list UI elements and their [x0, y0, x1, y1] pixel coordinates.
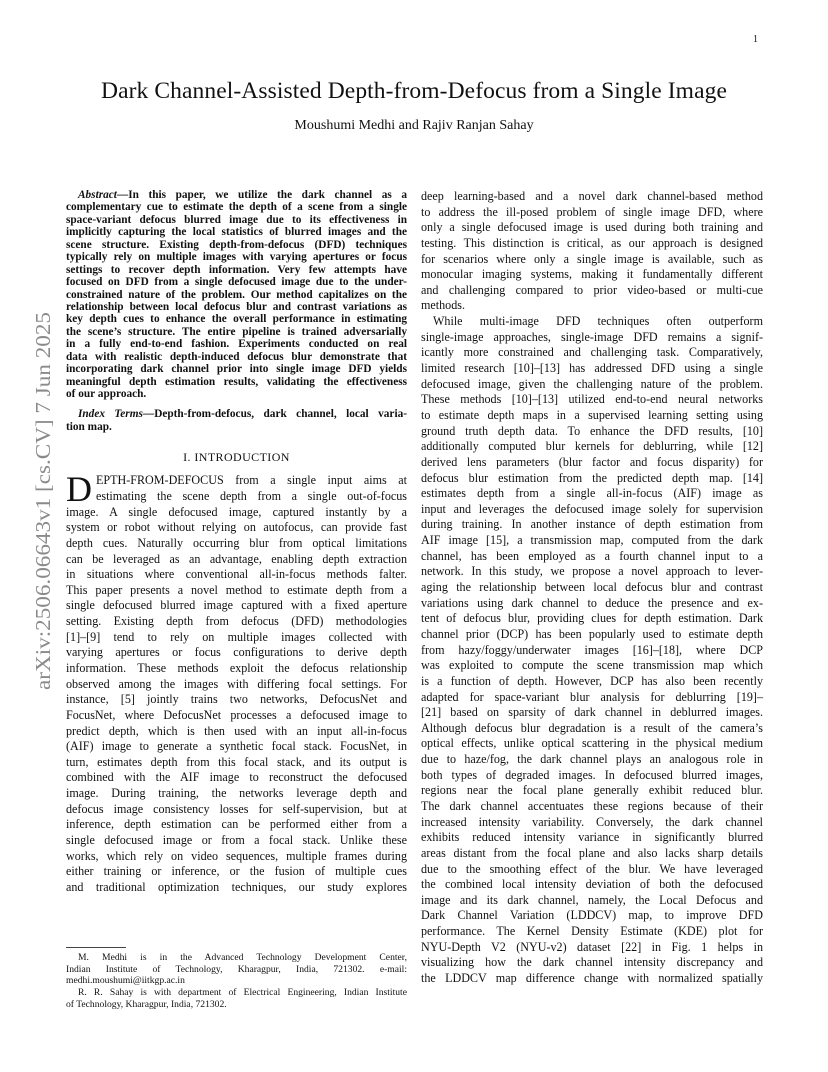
section-initial: I	[194, 450, 199, 465]
body-line: regions near the focal plane generally exhibit reduced blur.	[421, 783, 763, 798]
body-line: optical effects, unlike optical scattering in the physical medium	[421, 736, 763, 751]
body-line: adapted for space-variant blur analysis for deblurring [19]–	[421, 689, 763, 704]
index-terms-line: —Depth-from-defocus, dark channel, local varia-	[142, 408, 407, 421]
body-line: channel prior (DCP) has been popularly used to estimate depth	[421, 626, 763, 641]
body-line: network. In this study, we propose a novel approach to lever-	[421, 564, 763, 579]
footnote-email[interactable]: medhi.moushumi@iitkgp.ac.in	[66, 975, 185, 987]
body-line: areas distant from the focal plane and also lacks sharp details	[421, 845, 763, 860]
body-line: for scenarios where only a single image is available, such as	[421, 251, 763, 266]
body-line: due to the smoothing effect of the blur. We have leveraged	[421, 861, 763, 876]
body-line: Dark Channel Variation (LDDCV) map, to improve DFD	[421, 908, 763, 923]
body-line: to estimate depth maps in a supervised learning setting using	[421, 407, 763, 422]
drop-cap: D	[66, 469, 92, 510]
paragraph	[421, 314, 763, 987]
intro-line: inference, depth estimation can be performed either from a	[66, 817, 407, 832]
section-numeral: I.	[183, 450, 195, 465]
body-line: only a single defocused image is used during both training and	[421, 220, 763, 235]
body-line: the LDDCV map difference change with normalized spatially	[421, 971, 763, 986]
intro-line: combined with the AIF image to reconstruct the defocused	[66, 770, 407, 785]
intro-line: turn, estimates depth from this focal stack, and its output is	[66, 754, 407, 769]
body-line: derived lens parameters (blur factor and focus disparity) for	[421, 454, 763, 469]
body-line: to address the ill-posed problem of single image DFD, where	[421, 204, 763, 219]
intro-line: in situations where conventional all-in-focus methods falter.	[66, 567, 407, 582]
footnote-line: M. Medhi is in the Advanced Technology Development Center,	[78, 952, 407, 963]
intro-line: (AIF) image to generate a synthetic focal stack. FocusNet, in	[66, 739, 407, 754]
body-line: estimates depth from a single all-in-focus (AIF) image as	[421, 486, 763, 501]
body-line: [21] based on sparsity of dark channel in deblurred images.	[421, 705, 763, 720]
intro-line: and traditional optimization techniques, our study explores	[66, 879, 407, 894]
section-heading-introduction	[66, 450, 407, 465]
intro-line: instance, [5] jointly trains two networks, DefocusNet and	[66, 692, 407, 707]
body-line: The dark channel accentuates these regions because of their	[421, 798, 763, 813]
body-line: Although defocus blur degradation is a result of the camera’s	[421, 720, 763, 735]
abstract-line: complementary cue to estimate the depth of a scene from a single	[66, 201, 407, 214]
body-line: single-image approaches, single-image DFD remains a signif-	[421, 329, 763, 344]
intro-line: This paper presents a novel method to estimate depth from a	[66, 582, 407, 597]
body-line: aging the relationship between local defocus blur and contrast	[421, 580, 763, 595]
body-line: and challenging compared to prior video-based or multi-cue	[421, 282, 763, 297]
abstract-line: implicitly capturing the local statistics of blurred images and the	[66, 226, 407, 239]
body-line: These methods [10]–[13] utilized end-to-end neural networks	[421, 392, 763, 407]
body-line: channel, has been employed as a fourth channel input to a	[421, 548, 763, 563]
body-line: AIF image [15], a transmission map, computed from the dark	[421, 533, 763, 548]
intro-line: single defocused image or from a focal stack. Unlike these	[66, 833, 407, 848]
body-line: limited research [10]–[13] has addressed DFD using a single	[421, 361, 763, 376]
intro-line: FocusNet, where DefocusNet processes a defocused image to	[66, 707, 407, 722]
intro-line: image. During training, the networks leverage depth and	[66, 786, 407, 801]
intro-line: information. These methods exploit the defocus relationship	[66, 661, 407, 675]
body-line: defocused image, given the challenging nature of the problem.	[421, 376, 763, 391]
abstract-line: settings to recover depth information. Very few attempts have	[66, 263, 407, 276]
body-line: from hazy/foggy/underwater images [16]–[18], where DCP	[421, 642, 763, 657]
intro-line: estimating the scene depth from a single out-of-focus	[96, 488, 407, 503]
body-line: defocus blur estimation from the predicted depth map. [14]	[421, 470, 763, 485]
body-line: While multi-image DFD techniques often outperform	[433, 314, 763, 329]
intro-line: predict depth, which is then used with an input all-in-focus	[66, 723, 407, 738]
introduction-body	[66, 469, 407, 895]
abstract	[66, 189, 407, 400]
body-line: was exploited to compute the scene transmission map which	[421, 658, 763, 673]
body-line: deep learning-based and a novel dark channel-based method	[421, 189, 763, 203]
abstract-line: focused on DFD from a single defocused image due to the under-	[66, 276, 407, 289]
right-column	[421, 189, 763, 987]
abstract-line: relationship between local defocus blur and contrast variations as	[66, 300, 407, 313]
paragraph	[421, 189, 763, 314]
abstract-line: space-variant defocus blurred image due to its effectiveness in	[66, 213, 407, 226]
body-line: performance. The Kernel Density Estimate (KDE) plot for	[421, 924, 763, 939]
intro-line: can be leveraged as an advantage, enabling depth extraction	[66, 551, 407, 566]
body-line: NYU-Depth V2 (NYU-v2) dataset [22] in Fig. 1 helps in	[421, 939, 763, 954]
page-number: 1	[753, 34, 758, 45]
index-terms-line: tion map.	[66, 420, 112, 433]
body-line: monocular imaging systems, making it fundamentally different	[421, 267, 763, 282]
body-line: is a function of depth. However, DCP has also been recently	[421, 673, 763, 688]
intro-line: works, which rely on video sequences, multiple frames during	[66, 848, 407, 863]
body-line: exhibits reduced intensity variance in significantly blurred	[421, 830, 763, 845]
abstract-line: scene structure. Existing depth-from-defocus (DFD) techniques	[66, 238, 407, 251]
abstract-line: data with realistic depth-induced defocus blur demonstrate that	[66, 350, 407, 363]
paper-title: Dark Channel-Assisted Depth-from-Defocus from a Single Image	[101, 78, 727, 104]
body-line: image and its dark channel, namely, the Local Defocus and	[421, 892, 763, 907]
footnote-line: of Technology, Kharagpur, India, 721302.	[66, 998, 227, 1010]
abstract-line: typically rely on multiple images with varying apertures or focus	[66, 251, 407, 264]
intro-line: depth cues. Naturally occurring blur from optical limitations	[66, 535, 407, 550]
body-line: tent of defocus blur, providing clues for depth estimation. Dark	[421, 611, 763, 626]
abstract-line: incorporating dark channel prior into single image DFD yields	[66, 363, 407, 376]
index-terms-label: Index Terms	[78, 408, 143, 421]
body-line: icantly more constrained and challenging task. Comparatively,	[421, 345, 763, 360]
index-terms	[66, 408, 407, 433]
intro-line: either training or inference, or the fusion of multiple cues	[66, 864, 407, 879]
abstract-line: key depth cues to enhance the overall performance in estimating	[66, 313, 407, 326]
abstract-line: of our approach.	[66, 388, 147, 400]
intro-line: [1]–[9] tend to rely on multiple images collected with	[66, 629, 407, 644]
body-line: during training. In another instance of depth estimation from	[421, 517, 763, 532]
footnote	[66, 952, 407, 1010]
body-line: visualizing how the dark channel intensity discrepancy and	[421, 955, 763, 970]
abstract-line: meaningful depth estimation results, validating the effectiveness	[66, 375, 407, 388]
intro-line: observed among the images with differing focal settings. For	[66, 676, 407, 691]
body-line: methods.	[421, 298, 466, 313]
arxiv-identifier-stamp[interactable]	[12, 310, 68, 690]
body-line: both types of degraded images. In defocused blurred images,	[421, 767, 763, 782]
intro-line: image. A single defocused image, captured instantly by a	[66, 504, 407, 519]
body-line: the combined local intensity deviation of both the defocused	[421, 877, 763, 892]
section-title-rest: NTRODUCTION	[198, 450, 290, 465]
body-line: due to haze/fog, the dark channel plays an analogous role in	[421, 752, 763, 767]
body-line: increased intensity variability. Conversely, the dark channel	[421, 814, 763, 829]
footnote-divider	[66, 947, 126, 948]
intro-line: setting. Existing depth from defocus (DFD) methodologies	[66, 614, 407, 629]
intro-line: defocus image consistency losses for self-supervision, but at	[66, 801, 407, 816]
intro-line: system or robot without relying on autofocus, can provide fast	[66, 520, 407, 535]
author-list: Moushumi Medhi and Rajiv Ranjan Sahay	[294, 118, 534, 133]
footnote-line: Indian Institute of Technology, Kharagpur, India, 721302. e-mail:	[66, 963, 407, 975]
body-line: testing. This distinction is critical, as our approach is designed	[421, 235, 763, 250]
abstract-label: Abstract	[78, 189, 117, 201]
intro-line: varying apertures or focus configurations to derive depth	[66, 645, 407, 660]
abstract-line: constrained nature of the problem. Our method capitalizes on the	[66, 288, 407, 301]
footnote-line: R. R. Sahay is with department of Electrical Engineering, Indian Institute	[78, 987, 407, 999]
body-line: variations using dark channel to deduce the presence and ex-	[421, 595, 763, 610]
abstract-line: in a fully end-to-end fashion. Experiments conducted on real	[66, 338, 407, 351]
body-line: additionally computed blur kernels for deblurring, while [12]	[421, 439, 763, 454]
left-column	[66, 189, 407, 896]
abstract-line: the scene’s structure. The entire pipeline is trained adversarially	[66, 325, 407, 338]
intro-line: EPTH-FROM-DEFOCUS from a single input aims at	[96, 473, 407, 488]
intro-line: single defocused blurred image captured with a fixed aperture	[66, 598, 407, 613]
abstract-line: —In this paper, we utilize the dark channel as a	[116, 189, 407, 201]
body-line: ground truth depth data. To enhance the DFD results, [10]	[421, 423, 763, 438]
body-line: input and leverages the defocused image solely for supervision	[421, 501, 763, 516]
arxiv-stamp-text: arXiv:2506.06643v1 [cs.CV] 7 Jun 2025	[31, 338, 55, 690]
